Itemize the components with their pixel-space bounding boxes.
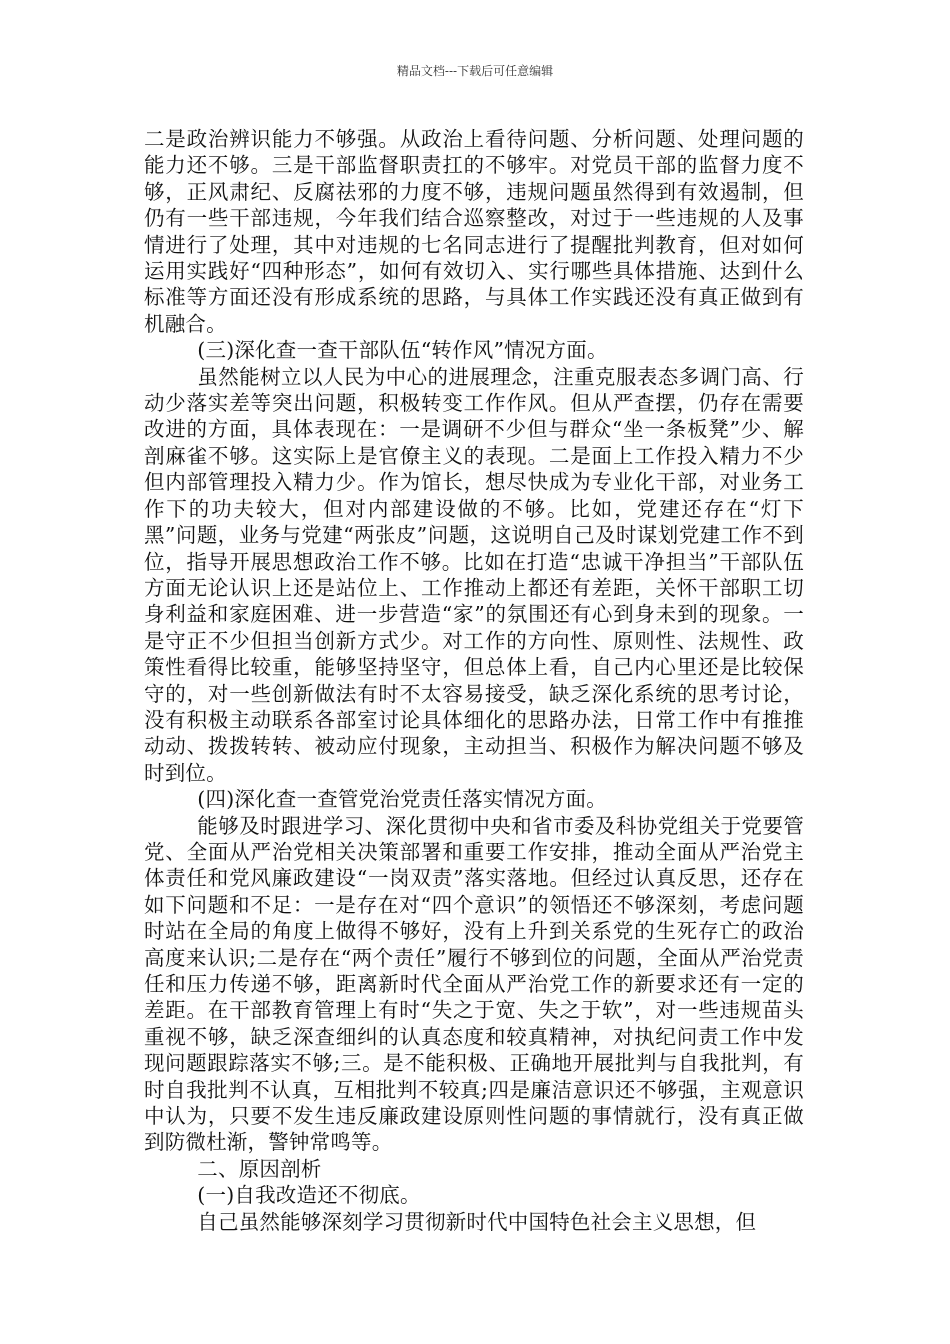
document-body <box>144 126 804 1235</box>
paragraph-political-discernment: 二是政治辨识能力不够强。从政治上看待问题、分析问题、处理问题的能力还不够。三是干部监督职责扛的不够牢。对党员干部的监督力度不够，正风肃纪、反腐祛邪的力度不够，违规问题虽然得到有效遏制，但仍有一些干部违规，今年我们结合巡察整改，对过于一些违规的人及事情进行了处理，其中对违规的七名同志进行了提醒批判教育，但对如何运用实践好“四种形态”，如何有效切入、实行哪些具体措施、达到什么标准等方面还没有形成系统的思路，与具体工作实践还没有真正做到有机融合。 <box>144 127 804 336</box>
paragraph-work-style: 虽然能树立以人民为中心的进展理念，注重克服表态多调门高、行动少落实差等突出问题，积极转变工作作风。但从严查摆，仍存在需要改进的方面，具体表现在：一是调研不少但与群众“坐一条板凳”少、解剖麻雀不够。这实际上是官僚主义的表现。二是面上工作投入精力不少但内部管理投入精力少。作为馆长，想尽快成为专业化干部，对业务工作下的功夫较大，但对内部建设做的不够。比如，党建还存在“灯下黑”问题，业务与党建“两张皮”问题，这说明自己及时谋划党建工作不到位，指导开展思想政治工作不够。比如在打造“忠诚干净担当”干部队伍方面无论认识上还是站位上、工作推动上都还有差距，关怀干部职工切身利益和家庭困难、进一步营造“家”的氛围还有心到身未到的现象。一是守正不少但担当创新方式少。对工作的方向性、原则性、法规性、政策性看得比较重，能够坚持坚守，但总体上看，自己内心里还是比较保守的，对一些创新做法有时不太容易接受，缺乏深化系统的思考讨论，没有积极主动联系各部室讨论具体细化的思路办法，日常工作中有推推动动、拨拨转转、被动应付现象，主动担当、积极作为解决问题不够及时到位。 <box>144 364 804 785</box>
paragraph-self-reform: 自己虽然能够深刻学习贯彻新时代中国特色社会主义思想，但 <box>197 1209 757 1234</box>
page-header: 精品文档---下载后可任意编辑 <box>396 64 554 78</box>
paragraph-party-responsibility: 能够及时跟进学习、深化贯彻中央和省市委及科协党组关于党要管党、全面从严治党相关决策部署和重要工作安排，推动全面从严治党主体责任和党风廉政建设“一岗双责”落实落地。但经过认真反思，还存在如下问题和不足：一是存在对“四个意识”的领悟还不够深刻，考虑问题时站在全局的角度上做得不够好，没有上升到关系党的生死存亡的政治高度来认识;二是存在“两个责任”履行不够到位的问题，全面从严治党责任和压力传递不够，距离新时代全面从严治党工作的新要求还有一定的差距。在干部教育管理上有时“失之于宽、失之于软”，对一些违规苗头重视不够，缺乏深查细纠的认真态度和较真精神，对执纪问责工作中发现问题跟踪落实不够;三。是不能积极、正确地开展批判与自我批判，有时自我批判不认真，互相批判不较真;四是廉洁意识还不够强，主观意识中认为，只要不发生违反廉政建设原则性问题的事情就行，没有真正做到防微杜渐，警钟常鸣等。 <box>144 813 804 1155</box>
section-heading-cause-analysis: 二、原因剖析 <box>197 1156 322 1181</box>
section-heading-3: (三)深化查一查干部队伍“转作风”情况方面。 <box>197 338 608 363</box>
section-heading-4: (四)深化查一查管党治党责任落实情况方面。 <box>197 787 607 812</box>
subsection-heading-1: (一)自我改造还不彻底。 <box>197 1183 421 1208</box>
